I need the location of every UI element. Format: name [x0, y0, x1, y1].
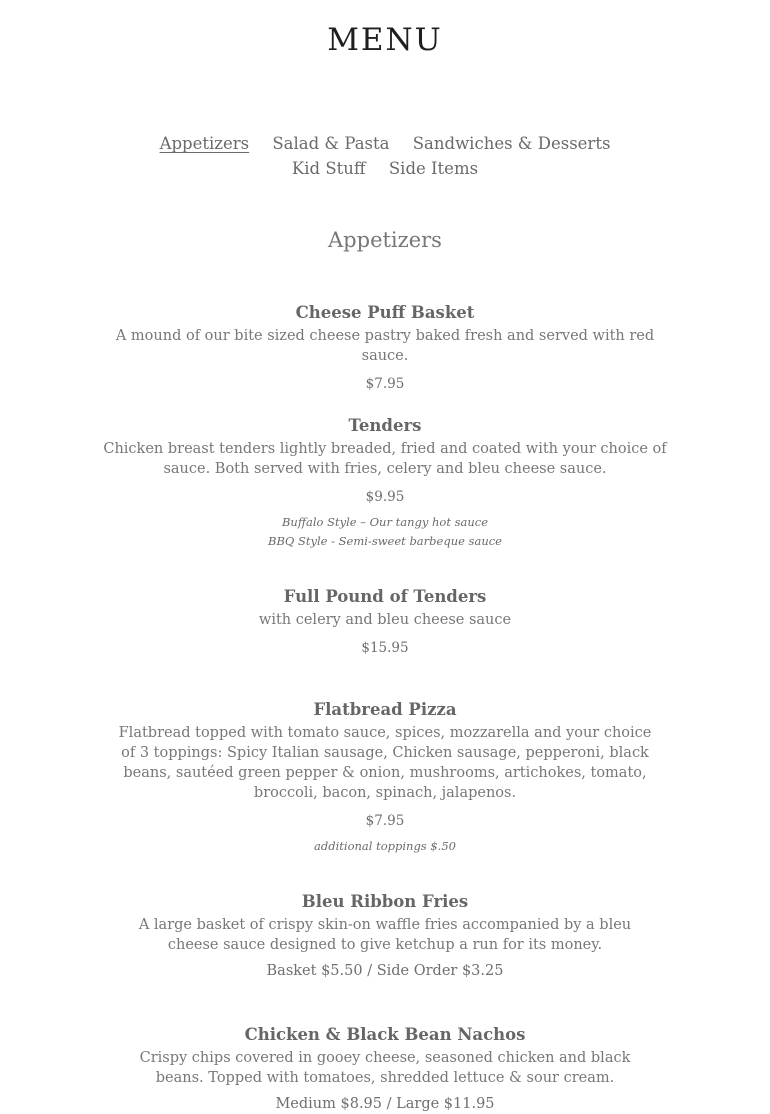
page-title: MENU	[327, 22, 443, 58]
item-description: with celery and bleu cheese sauce	[258, 612, 512, 628]
item-price: Medium $8.95 / Large $11.95	[275, 1096, 495, 1112]
menu-item-tenders	[100, 415, 670, 551]
menu-item-bleu-ribbon-fries	[118, 891, 652, 981]
menu-item-cheese-puff-basket	[100, 302, 670, 394]
item-name: Tenders	[348, 416, 422, 435]
item-name: Cheese Puff Basket	[295, 303, 475, 322]
item-description: A large basket of crispy skin-on waffle fries accompanied by a bleu cheese sauce designed to give ketchup a run for its money.	[138, 917, 632, 953]
section-title: Appetizers	[328, 228, 442, 252]
item-note: Buffalo Style – Our tangy hot sauce	[281, 515, 489, 529]
item-name: Bleu Ribbon Fries	[301, 892, 469, 911]
tab-appetizers[interactable]: Appetizers	[159, 134, 250, 153]
item-name: Full Pound of Tenders	[283, 587, 487, 606]
tab-salad-pasta[interactable]: Salad & Pasta	[272, 134, 390, 153]
menu-item-flatbread-pizza	[118, 699, 652, 856]
item-price: $7.95	[365, 376, 405, 392]
menu-item-chicken-black-bean-nachos	[118, 1024, 652, 1114]
item-description: A mound of our bite sized cheese pastry baked fresh and served with red sauce.	[115, 328, 655, 364]
item-price: $9.95	[365, 489, 405, 505]
item-price: Basket $5.50 / Side Order $3.25	[266, 963, 504, 979]
item-price: $7.95	[365, 813, 405, 829]
item-name: Chicken & Black Bean Nachos	[244, 1025, 526, 1044]
item-description: Chicken breast tenders lightly breaded, fried and coated with your choice of sauce. Both served with fries, celery and bleu cheese sauce.	[103, 441, 667, 477]
item-price: $15.95	[361, 640, 409, 656]
menu-category-nav	[120, 131, 650, 181]
item-note: additional toppings $.50	[314, 839, 456, 853]
item-description: Crispy chips covered in gooey cheese, seasoned chicken and black beans. Topped with tomatoes, shredded lettuce & sour cream.	[139, 1050, 631, 1086]
item-name: Flatbread Pizza	[313, 700, 457, 719]
tab-sandwiches-desserts[interactable]: Sandwiches & Desserts	[412, 134, 611, 153]
tab-kid-stuff[interactable]: Kid Stuff	[291, 159, 366, 178]
item-note: BBQ Style - Semi-sweet barbeque sauce	[268, 534, 502, 548]
menu-item-full-pound-of-tenders	[100, 586, 670, 658]
item-description: Flatbread topped with tomato sauce, spices, mozzarella and your choice of 3 toppings: Spicy Italian sausage, Chicken sausage, pepperoni, black beans, sautéed green pepper & onion, mushrooms, artichokes, tomato, broccoli, bacon, spinach, jalapenos.	[118, 725, 652, 801]
tab-side-items[interactable]: Side Items	[388, 159, 479, 178]
